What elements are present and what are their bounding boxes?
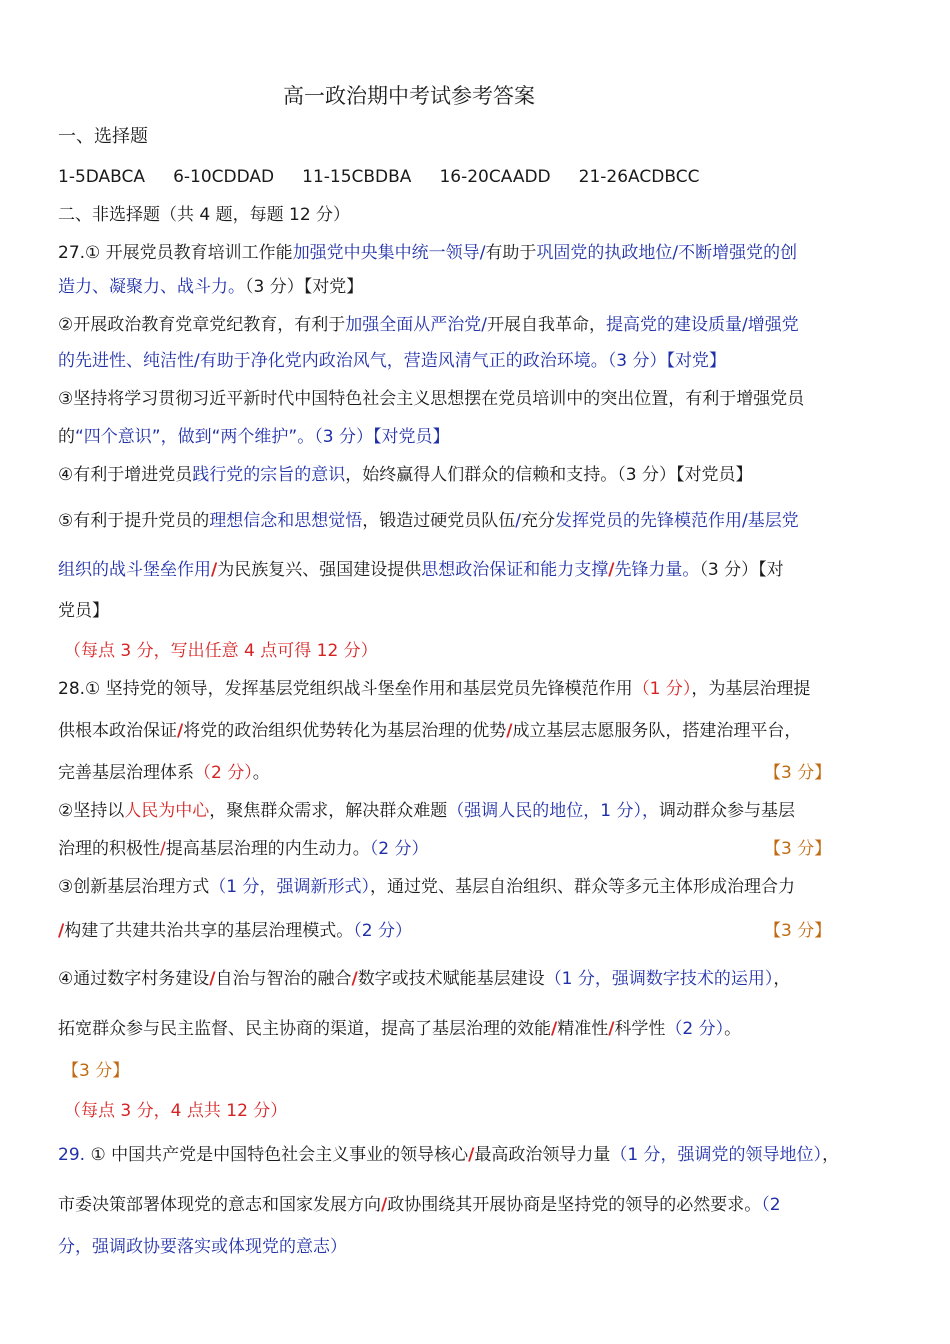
score: （强调人民的地位，1 分）， [447,801,659,821]
text: 最高政治领导力量 [474,1145,611,1165]
q29-line3: 分，强调政协要落实或体现党的意志） [58,1237,347,1257]
score: （1 分，强调党的领导地位） [610,1145,823,1165]
key-point: 思想政治保证和能力支撑 [421,560,609,580]
text: 为民族复兴、强国建设提供 [217,560,422,580]
key-point: 巩固党的执政地位 [536,243,673,263]
separator: / [58,921,65,941]
answer-group: 6-10CDDAD [173,167,275,187]
section2-heading: 二、非选择题（共 4 题，每题 12 分） [58,205,351,225]
q28-p4-line2 [58,1016,910,1042]
text: ②开展政治教育党章党纪教育，有利于 [58,315,346,335]
choice-answers [58,164,910,190]
separator: / [481,315,487,335]
text: 市委决策部署体现党的意志和国家发展方向 [58,1195,381,1215]
score: （2 [761,1195,781,1215]
q27-p3-line1: ③坚持将学习贯彻习近平新时代中国特色社会主义思想摆在党员培训中的突出位置，有利于增强党员 [58,389,805,409]
separator: / [551,1019,558,1039]
key-point: 加强党中央集中统一领导 [292,243,480,263]
q28-p4-line1 [58,966,910,992]
separator: / [381,1195,388,1215]
score: （2 分） [353,921,412,941]
separator: / [608,1019,615,1039]
text: ① 中国共产党是中国特色社会主义事业的领导核心 [90,1145,469,1165]
separator: / [608,560,615,580]
q27-p2-line2 [58,348,910,374]
score: （1 分，强调新形式） [209,877,370,897]
key-point: 理想信念和思想觉悟 [209,511,363,531]
text: 提高基层治理的内生动力。 [165,839,370,859]
separator: / [177,721,184,741]
text: 自治与智治的融合 [215,969,352,989]
question-number: 29. [58,1145,86,1165]
separator: / [160,839,166,859]
separator: / [194,351,200,371]
q28-p1-line2 [58,718,910,744]
separator: / [741,315,748,335]
q29-line2 [58,1192,910,1218]
text: 供根本政治保证 [58,721,177,741]
text: 的 [58,427,75,447]
text: ，锻造过硬党员队伍 [362,511,516,531]
q28-p3-tag: 【3 分】 [764,921,832,941]
key-point: 提高党的建设质量 [605,315,742,335]
key-point: 发挥党员的先锋模范作用 [554,511,742,531]
score: （1 分） [632,679,692,699]
score: （3 分）【对 [699,560,784,580]
key-point: 造力、凝聚力、战斗力。 [58,277,245,297]
text: 治理的积极性 [58,839,160,859]
key-point: “四个意识”，做到“两个维护”。（3 分）【对党员】 [75,427,450,447]
key-point: 践行党的宗旨的意识 [192,465,346,485]
score: （2 分） [194,763,253,783]
text: 将党的政治组织优势转化为基层治理的优势 [183,721,507,741]
q28-p2-line1 [58,798,910,824]
q27-p5-line1 [58,508,910,534]
q28-p3-line1 [58,874,910,900]
key-point: 基层党 [747,511,799,531]
text: 精准性 [557,1019,609,1039]
q27-p2-line1 [58,312,910,338]
q27-p5-line3: 党员】 [58,601,109,621]
separator: / [211,560,218,580]
text: 充分 [520,511,555,531]
text: ，始终赢得人们群众的信赖和支持。（3 分）【对党员】 [345,465,753,485]
text: ， [822,1145,840,1165]
q28-scoring-note: （每点 3 分，4 点共 12 分） [64,1101,288,1121]
text: ， [773,969,791,989]
text: 调动群众参与基层 [658,801,795,821]
key-point: 加强全面从严治党 [345,315,482,335]
score: （1 分，强调数字技术的运用） [544,969,774,989]
text: ④有利于增进党员 [58,465,193,485]
q27-p1-line2 [58,274,910,300]
q27-p5-line2 [58,557,910,583]
q27-p4-line1 [58,462,910,488]
score: （3 分）【对党】 [245,277,364,297]
text: ②坚持以 [58,801,125,821]
text: 开展自我革命， [486,315,606,335]
key-point: 先锋力量。 [614,560,700,580]
text: 完善基层治理体系 [58,763,194,783]
text: 科学性 [614,1019,666,1039]
text: ③创新基层治理方式 [58,877,210,897]
separator: / [209,969,216,989]
q28-p1-line1 [58,676,910,702]
text: 成立基层志愿服务队，搭建治理平台， [512,721,802,741]
q28-p1-tag: 【3 分】 [764,763,832,783]
score: （2 分） [665,1019,725,1039]
text: 有助于 [485,243,537,263]
q27-scoring-note: （每点 3 分，写出任意 4 点可得 12 分） [64,641,378,661]
q28-p4-tag: 【3 分】 [62,1061,130,1081]
text: 28.① 坚持党的领导，发挥基层党组织战斗堡垒作用和基层党员先锋模范作用 [58,679,633,699]
text: 拓宽群众参与民主监督、民主协商的渠道，提高了基层治理的效能 [58,1019,551,1039]
q27-p1-line1 [58,240,910,266]
text: ，聚焦群众需求，解决群众难题 [209,801,448,821]
key-point: 组织的战斗堡垒作用 [58,560,211,580]
answer-group: 11-15CBDBA [302,167,412,187]
text: 27.① 开展党员教育培训工作能 [58,243,293,263]
text: 数字或技术赋能基层建设 [357,969,545,989]
text: 构建了共建共治共享的基层治理模式。 [64,921,354,941]
page-title: 高一政治期中考试参考答案 [283,84,535,108]
separator: / [506,721,513,741]
answer-group: 16-20CAADD [439,167,551,187]
text: ，通过党、基层自治组织、群众等多元主体形成治理合力 [369,877,795,897]
separator: / [468,1145,475,1165]
text: ，为基层治理提 [691,679,811,699]
text: 。 [252,763,270,783]
q29-line1 [58,1142,910,1168]
key-point: 有助于净化党内政治风气，营造风清气正的政治环境。（3 分）【对党】 [199,351,726,371]
separator: / [479,243,486,263]
separator: / [515,511,521,531]
text: ④通过数字村务建设 [58,969,210,989]
answer-group: 21-26ACDBCC [578,167,700,187]
score: （2 分） [369,839,429,859]
text: ⑤有利于提升党员的 [58,511,210,531]
key-point: 增强党 [747,315,799,335]
key-point: 不断增强党的创 [678,243,798,263]
key-point: 人民为中心 [124,801,210,821]
separator: / [351,969,358,989]
separator: / [741,511,748,531]
section1-heading: 一、选择题 [58,126,148,147]
text: 政协围绕其开展协商是坚持党的领导的必然要求。 [387,1195,762,1215]
answer-group: 1-5DABCA [58,167,146,187]
key-point: 的先进性、纯洁性 [58,351,194,371]
separator: / [672,243,679,263]
q27-p3-line2 [58,424,910,450]
q28-p2-tag: 【3 分】 [764,839,832,859]
text: 。 [724,1019,742,1039]
